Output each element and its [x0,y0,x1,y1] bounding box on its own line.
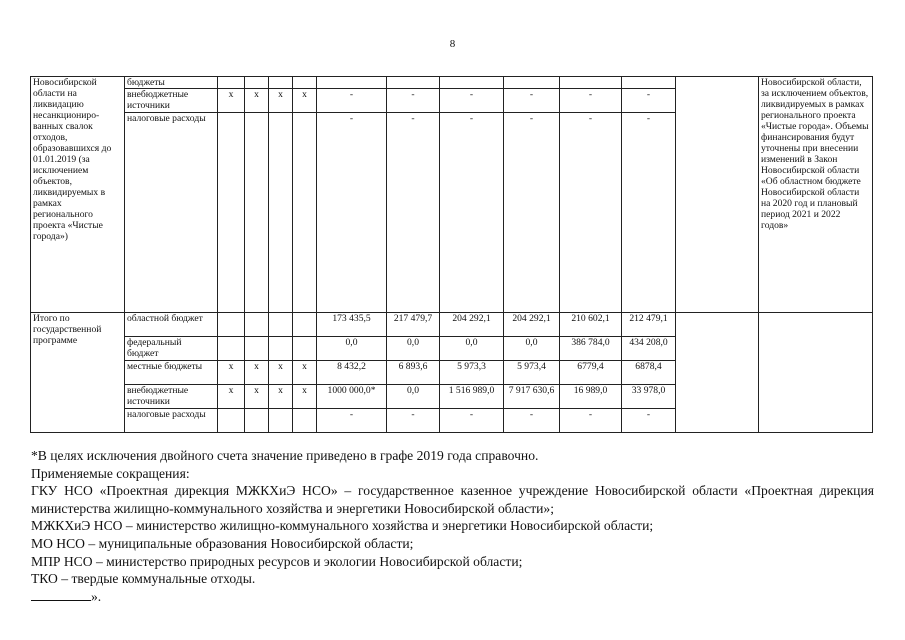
mark-cell [293,113,317,313]
mark-cell: x [218,361,245,385]
value-cell [560,77,622,89]
value-cell: 0,0 [387,337,440,361]
blank-line [31,588,91,601]
abbreviation-item: ГКУ НСО «Проектная дирекция МЖКХиЭ НСО» – государственное казенное учреждение Новосибирской области «Проектная дирекция министерства жилищно-коммунального хозяйства и энергетики Новосибирской области»; [31,483,874,516]
mark-cell [245,77,269,89]
value-cell: - [440,89,504,113]
program-name-cell: Итого по государственной программе [31,313,125,433]
value-cell: - [440,409,504,433]
mark-cell [293,77,317,89]
mark-cell [218,409,245,433]
mark-cell [293,313,317,337]
footnote: *В целях исключения двойного счета значение приведено в графе 2019 года справочно. [31,448,539,463]
value-cell: 0,0 [504,337,560,361]
program-name-cell: Новосибирской области на ликвидацию несанкциониро-ванных свалок отходов, образовавшихся до 01.01.2019 (за исключением объектов, ликвидируемых в рамках регионального проекта «Чистые города») [31,77,125,313]
value-cell: 212 479,1 [622,313,676,337]
mark-cell [218,77,245,89]
value-cell: 16 989,0 [560,385,622,409]
value-cell: 0,0 [440,337,504,361]
funding-source-cell: областной бюджет [125,313,218,337]
mark-cell: x [293,385,317,409]
value-cell: 210 602,1 [560,313,622,337]
value-cell: 1000 000,0* [317,385,387,409]
mark-cell: x [269,385,293,409]
value-cell: 5 973,4 [504,361,560,385]
funding-source-cell: местные бюджеты [125,361,218,385]
value-cell: - [317,409,387,433]
note-cell: Новосибирской области, за исключением объектов, ликвидируемых в рамках регионального проекта «Чистые города». Объемы финансирования будут уточнены при внесении изменений в Закон Новосибирской области «Об областном бюджете Новосибирской области на 2020 год и плановый период 2021 и 2022 годов» [759,77,873,313]
abbreviation-item: МЖКХиЭ НСО – министерство жилищно-коммунального хозяйства и энергетики Новосибирской области; [31,518,654,534]
funding-source-cell: внебюджетные источники [125,89,218,113]
funding-source-cell: бюджеты [125,77,218,89]
value-cell: 8 432,2 [317,361,387,385]
funding-source-cell: внебюджетные источники [125,385,218,409]
value-cell: - [560,409,622,433]
mark-cell [245,409,269,433]
value-cell: - [622,89,676,113]
value-cell: 1 516 989,0 [440,385,504,409]
mark-cell [218,313,245,337]
table-row [31,77,873,89]
value-cell [622,77,676,89]
value-cell: 204 292,1 [440,313,504,337]
table-row [31,313,873,337]
mark-cell [293,337,317,361]
value-cell: 6878,4 [622,361,676,385]
mark-cell: x [269,89,293,113]
value-cell: 33 978,0 [622,385,676,409]
value-cell: - [622,409,676,433]
value-cell: - [440,113,504,313]
value-cell: - [317,113,387,313]
abbreviations-title: Применяемые сокращения: [31,465,190,481]
page-number: 8 [449,38,456,50]
value-cell: 6779,4 [560,361,622,385]
value-cell [317,77,387,89]
value-cell: - [387,113,440,313]
mark-cell [269,313,293,337]
mark-cell [269,77,293,89]
financing-table [30,76,873,433]
value-cell [387,77,440,89]
notes-section [31,447,874,605]
mark-cell: x [245,361,269,385]
abbreviation-item: ТКО – твердые коммунальные отходы. [31,571,256,587]
closing-quote: ». [91,588,102,604]
funding-source-cell: налоговые расходы [125,113,218,313]
value-cell: 0,0 [317,337,387,361]
mark-cell: x [218,89,245,113]
value-cell: 386 784,0 [560,337,622,361]
value-cell: - [560,113,622,313]
mark-cell: x [245,89,269,113]
closing-mark [31,588,874,606]
mark-cell [218,337,245,361]
value-cell [440,77,504,89]
value-cell: - [622,113,676,313]
mark-cell: x [293,361,317,385]
mark-cell [269,113,293,313]
value-cell: 7 917 630,6 [504,385,560,409]
mark-cell: x [293,89,317,113]
value-cell: 6 893,6 [387,361,440,385]
executor-cell [676,313,759,433]
mark-cell: x [245,385,269,409]
mark-cell [269,337,293,361]
value-cell: 217 479,7 [387,313,440,337]
value-cell: 0,0 [387,385,440,409]
funding-source-cell: федеральный бюджет [125,337,218,361]
mark-cell: x [218,385,245,409]
note-cell [759,313,873,433]
value-cell: - [387,409,440,433]
table-body [31,77,873,433]
mark-cell [245,313,269,337]
mark-cell [218,113,245,313]
value-cell: - [387,89,440,113]
value-cell: - [504,89,560,113]
value-cell: - [560,89,622,113]
mark-cell: x [269,361,293,385]
value-cell: 434 208,0 [622,337,676,361]
executor-cell [676,77,759,313]
mark-cell [269,409,293,433]
value-cell: - [504,409,560,433]
mark-cell [245,113,269,313]
abbreviation-item: МО НСО – муниципальные образования Новосибирской области; [31,535,414,551]
value-cell: - [504,113,560,313]
abbreviation-item: МПР НСО – министерство природных ресурсов и экологии Новосибирской области; [31,553,523,569]
mark-cell [293,409,317,433]
value-cell: 173 435,5 [317,313,387,337]
value-cell: - [317,89,387,113]
value-cell [504,77,560,89]
value-cell: 5 973,3 [440,361,504,385]
value-cell: 204 292,1 [504,313,560,337]
funding-source-cell: налоговые расходы [125,409,218,433]
mark-cell [245,337,269,361]
